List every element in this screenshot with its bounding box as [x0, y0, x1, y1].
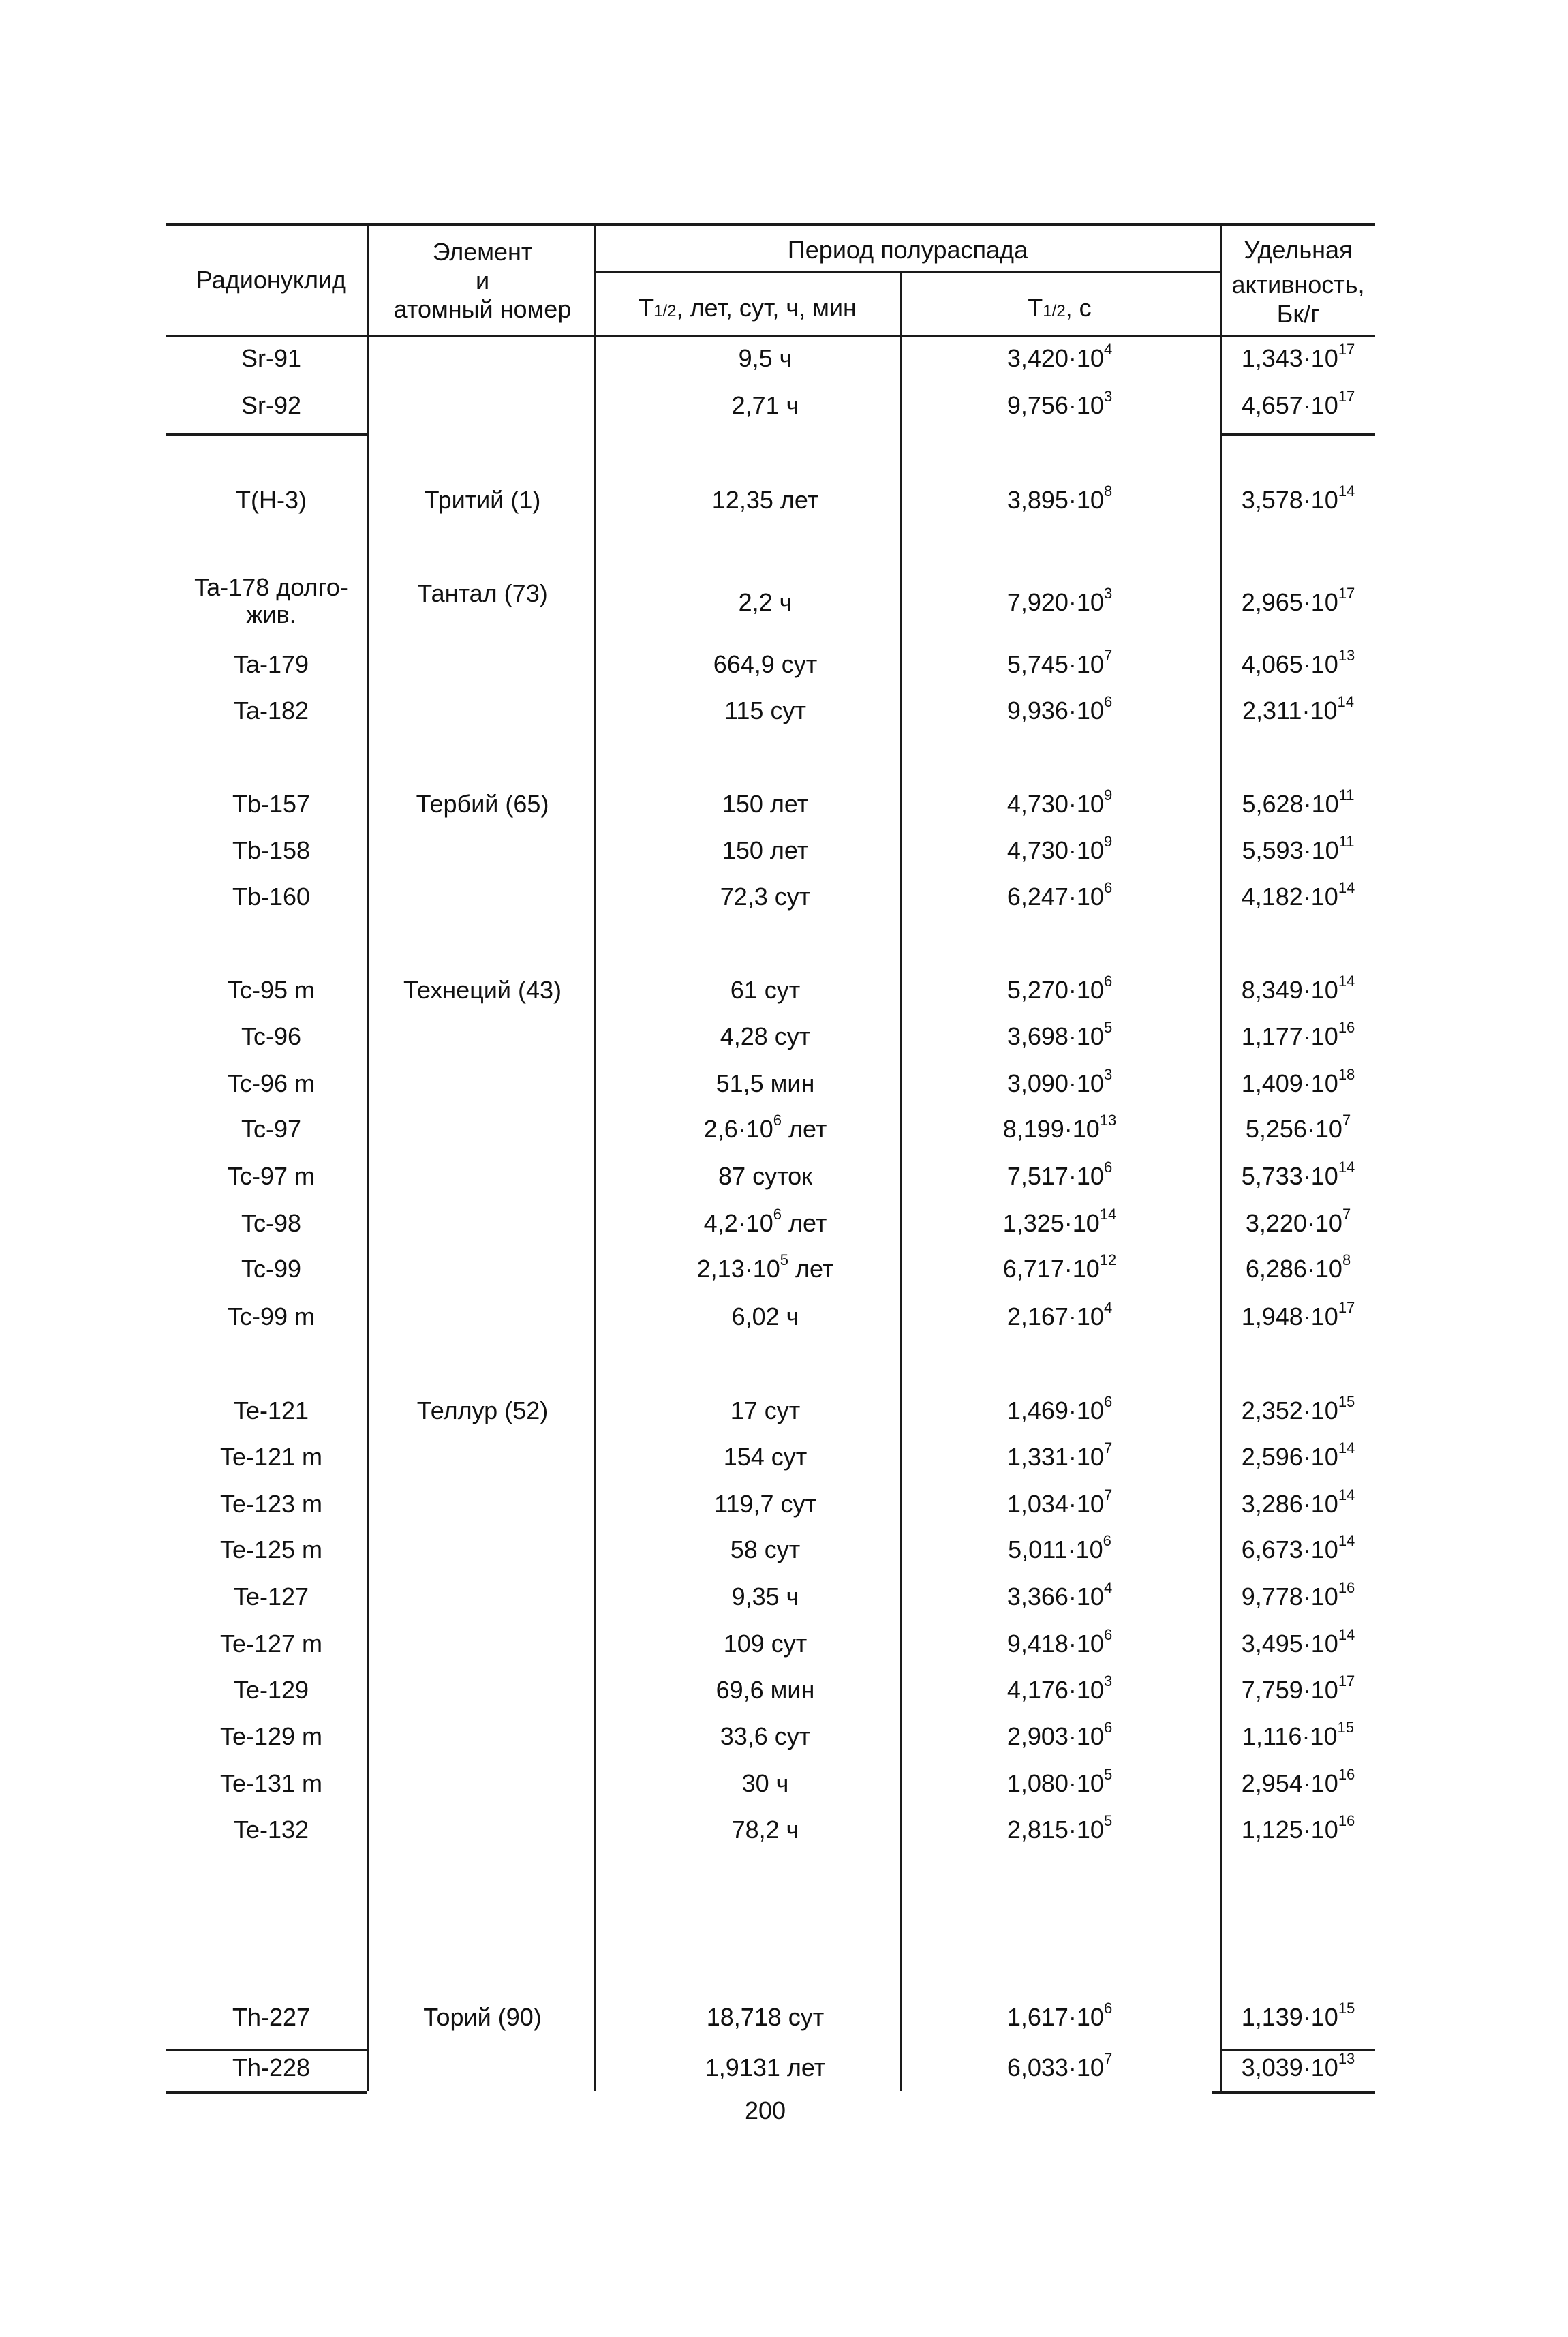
activity-cell-exponent: 17 [1338, 585, 1355, 602]
halflife-units-cell [731, 1397, 801, 1424]
nuclide-cell: Te-131 m [219, 1769, 323, 1797]
halflife-seconds-cell-exponent: 7 [1103, 1439, 1113, 1456]
halflife-units-cell-mantissa: 664,9 сут [713, 650, 818, 678]
halflife-seconds-cell [1006, 693, 1113, 724]
activity-cell-exponent: 16 [1338, 1019, 1355, 1036]
halflife-units-cell-exponent: 6 [773, 1206, 782, 1223]
activity-cell [1241, 388, 1355, 419]
halflife-units-cell-mantissa: 2,6·10 [703, 1115, 773, 1143]
activity-cell-mantissa: 6,286·10 [1245, 1255, 1342, 1283]
halflife-units-cell [722, 837, 808, 864]
halflife-seconds-cell [1006, 1626, 1113, 1658]
halflife-seconds-cell-exponent: 3 [1103, 585, 1113, 602]
activity-cell-exponent: 15 [1338, 1393, 1355, 1410]
halflife-seconds-cell [1002, 1206, 1117, 1237]
activity-cell-exponent: 16 [1338, 1579, 1355, 1596]
halflife-seconds-cell-exponent: 3 [1103, 388, 1113, 405]
element-cell: Тербий (65) [416, 790, 549, 818]
halflife-seconds-cell-mantissa: 8,199·10 [1002, 1115, 1100, 1143]
activity-cell [1242, 693, 1354, 724]
activity-cell [1241, 1812, 1355, 1844]
nuclide-cell: T(H-3) [236, 486, 307, 514]
halflife-units-cell-mantissa: 6,02 ч [731, 1302, 799, 1330]
activity-cell [1241, 1486, 1355, 1518]
activity-cell-exponent: 14 [1338, 483, 1355, 500]
col-divider-3 [900, 271, 902, 2091]
halflife-seconds-cell [1006, 833, 1113, 864]
halflife-seconds-cell-exponent: 14 [1099, 1206, 1117, 1223]
activity-cell [1241, 585, 1355, 616]
activity-cell-exponent: 14 [1338, 1532, 1355, 1549]
halflife-seconds-cell [1002, 1112, 1117, 1143]
nuclide-cell: Tb-158 [232, 836, 311, 864]
nuclide-cell: Te-127 [233, 1583, 309, 1610]
halflife-seconds-cell [1006, 1579, 1113, 1610]
activity-cell [1241, 1299, 1355, 1330]
activity-cell-exponent: 13 [1338, 647, 1355, 664]
header-activity-l1: Удельная [1244, 236, 1353, 264]
header-halflife-seconds: T1/2, с [1028, 294, 1092, 322]
activity-cell [1241, 1766, 1355, 1797]
halflife-units-cell-unit: лет [782, 1209, 827, 1237]
halflife-seconds-cell [1006, 1299, 1113, 1330]
halflife-units-cell [703, 1206, 827, 1237]
activity-cell [1241, 1439, 1355, 1471]
activity-cell-mantissa: 3,220·10 [1245, 1209, 1342, 1237]
activity-cell-mantissa: 2,954·10 [1241, 1769, 1338, 1797]
activity-cell [1241, 1393, 1355, 1424]
halflife-units-cell [724, 1630, 808, 1658]
halflife-seconds-cell [1006, 2000, 1113, 2031]
halflife-units-cell-mantissa: 51,5 мин [716, 1069, 815, 1097]
nuclide-cell: Tc-99 [241, 1255, 302, 1283]
halflife-units-cell-mantissa: 2,2 ч [738, 588, 793, 616]
activity-cell [1241, 483, 1355, 514]
halflife-seconds-cell-exponent: 9 [1103, 833, 1113, 850]
halflife-seconds-cell-mantissa: 4,730·10 [1006, 836, 1104, 864]
halflife-seconds-cell-mantissa: 3,895·10 [1006, 486, 1104, 514]
th227-rule-left [166, 2049, 367, 2051]
nuclide-cell: Sr-92 [241, 391, 302, 419]
nuclide-cell: Tc-99 m [227, 1302, 316, 1330]
activity-cell [1241, 1626, 1355, 1658]
halflife-seconds-cell [1006, 585, 1113, 616]
halflife-seconds-cell [1006, 647, 1113, 678]
halflife-units-cell-mantissa: 154 сут [723, 1443, 808, 1471]
halflife-seconds-cell-exponent: 7 [1103, 1486, 1113, 1503]
activity-cell-exponent: 18 [1338, 1066, 1355, 1083]
activity-cell-mantissa: 3,286·10 [1241, 1490, 1338, 1518]
halflife-units-cell-mantissa: 72,3 сут [720, 883, 811, 911]
halflife-seconds-cell-exponent: 5 [1103, 1019, 1113, 1036]
activity-cell-mantissa: 1,948·10 [1241, 1302, 1338, 1330]
element-cell: Тритий (1) [424, 486, 541, 514]
activity-cell [1241, 1066, 1355, 1097]
halflife-seconds-cell-mantissa: 4,730·10 [1006, 790, 1104, 818]
halflife-seconds-cell-mantissa: 6,247·10 [1006, 883, 1104, 911]
activity-cell-mantissa: 5,593·10 [1242, 836, 1339, 864]
activity-cell-exponent: 14 [1338, 1486, 1355, 1503]
halflife-seconds-cell-mantissa: 6,033·10 [1006, 2053, 1104, 2081]
activity-cell-mantissa: 5,256·10 [1245, 1115, 1342, 1143]
activity-cell-mantissa: 4,182·10 [1241, 883, 1338, 911]
header-element-l3: атомный номер [393, 295, 572, 323]
halflife-units-cell-mantissa: 150 лет [722, 790, 809, 818]
halflife-seconds-cell-exponent: 3 [1103, 1066, 1113, 1083]
element-cell: Тантал (73) [417, 579, 548, 607]
nuclide-cell: Te-121 m [219, 1443, 323, 1471]
halflife-seconds-cell-mantissa: 9,936·10 [1006, 697, 1104, 724]
halflife-units-cell-exponent: 6 [773, 1112, 782, 1129]
header-element-l2: и [475, 266, 490, 294]
halflife-seconds-cell [1006, 1439, 1113, 1471]
activity-cell-mantissa: 2,311·10 [1242, 697, 1338, 724]
activity-cell-exponent: 14 [1337, 693, 1354, 710]
activity-cell-mantissa: 9,778·10 [1241, 1583, 1338, 1610]
halflife-units-cell-mantissa: 150 лет [722, 836, 809, 864]
header-activity-l3: Бк/г [1276, 300, 1320, 328]
halflife-units-cell [714, 1491, 816, 1518]
halflife-seconds-cell-mantissa: 9,756·10 [1006, 391, 1104, 419]
halflife-seconds-cell-mantissa: 5,745·10 [1006, 650, 1104, 678]
activity-cell-mantissa: 2,352·10 [1241, 1396, 1338, 1424]
halflife-units-cell [724, 697, 806, 724]
halflife-header-rule [594, 271, 1220, 273]
halflife-units-cell-mantissa: 30 ч [741, 1769, 789, 1797]
halflife-seconds-cell [1006, 1486, 1113, 1518]
sr-group-rule-left [166, 433, 367, 436]
halflife-units-cell [712, 487, 818, 514]
halflife-seconds-cell-mantissa: 5,011·10 [1008, 1536, 1103, 1563]
activity-cell-mantissa: 5,628·10 [1242, 790, 1339, 818]
nuclide-cell: Te-129 [233, 1676, 309, 1704]
halflife-units-cell [707, 2004, 825, 2031]
nuclide-cell: Tc-95 m [227, 976, 316, 1004]
halflife-seconds-cell-mantissa: 1,617·10 [1006, 2003, 1104, 2031]
halflife-units-cell-mantissa: 119,7 сут [714, 1490, 816, 1518]
halflife-seconds-cell [1006, 1766, 1113, 1797]
activity-cell-mantissa: 3,039·10 [1241, 2053, 1338, 2081]
activity-cell-exponent: 14 [1338, 1439, 1355, 1456]
nuclide-cell: Te-132 [233, 1816, 309, 1844]
halflife-seconds-cell-mantissa: 3,366·10 [1006, 1583, 1104, 1610]
activity-cell-mantissa: 2,965·10 [1241, 588, 1338, 616]
halflife-seconds-cell [1006, 2050, 1113, 2081]
activity-cell [1245, 1251, 1351, 1283]
halflife-seconds-cell-mantissa: 1,331·10 [1006, 1443, 1104, 1471]
halflife-seconds-cell [1002, 1251, 1117, 1283]
nuclide-cell: Te-123 m [219, 1490, 323, 1518]
halflife-seconds-cell-exponent: 9 [1103, 786, 1113, 804]
activity-cell-exponent: 17 [1338, 1672, 1355, 1690]
table-top-rule [166, 223, 1375, 226]
nuclide-cell: Tc-98 [241, 1209, 302, 1237]
halflife-units-cell [739, 345, 793, 372]
halflife-seconds-cell-mantissa: 6,717·10 [1002, 1255, 1100, 1283]
activity-cell [1241, 2050, 1355, 2081]
halflife-units-cell [732, 1816, 799, 1844]
halflife-units-cell-exponent: 5 [780, 1251, 789, 1268]
halflife-seconds-cell [1006, 1719, 1113, 1750]
halflife-units-cell [732, 1303, 799, 1330]
activity-cell-mantissa: 1,343·10 [1241, 344, 1338, 372]
col-divider-2 [594, 223, 596, 2091]
activity-cell [1241, 1532, 1355, 1563]
halflife-seconds-cell-exponent: 12 [1099, 1251, 1117, 1268]
halflife-seconds-cell-exponent: 3 [1103, 1672, 1113, 1690]
halflife-seconds-cell [1006, 973, 1113, 1004]
halflife-units-cell [720, 1723, 811, 1750]
activity-cell [1241, 2000, 1355, 2031]
halflife-seconds-cell-exponent: 6 [1103, 1626, 1113, 1643]
halflife-units-cell [732, 392, 799, 419]
nuclide-cell: Tb-160 [232, 883, 311, 911]
halflife-units-cell-unit: лет [788, 1255, 834, 1283]
halflife-seconds-cell-exponent: 5 [1103, 1812, 1113, 1829]
nuclide-cell: Th-228 [232, 2053, 311, 2081]
halflife-units-cell [739, 589, 793, 616]
activity-cell-exponent: 7 [1342, 1112, 1351, 1129]
halflife-seconds-cell [1006, 1066, 1113, 1097]
halflife-units-cell-mantissa: 109 сут [723, 1630, 808, 1658]
activity-cell [1245, 1206, 1351, 1237]
activity-cell [1241, 1672, 1355, 1704]
halflife-seconds-cell-mantissa: 5,270·10 [1006, 976, 1104, 1004]
halflife-seconds-cell-mantissa: 1,469·10 [1006, 1396, 1104, 1424]
halflife-seconds-cell-exponent: 5 [1103, 1766, 1113, 1783]
halflife-units-cell [696, 1251, 834, 1283]
activity-cell-exponent: 13 [1338, 2050, 1355, 2067]
halflife-units-cell [720, 1023, 811, 1050]
halflife-seconds-cell-exponent: 7 [1103, 647, 1113, 664]
halflife-units-cell-mantissa: 87 суток [718, 1162, 812, 1190]
page-number: 200 [744, 2096, 786, 2124]
halflife-seconds-cell [1006, 1019, 1113, 1050]
activity-cell-exponent: 14 [1338, 973, 1355, 990]
halflife-units-cell-mantissa: 2,71 ч [731, 391, 799, 419]
halflife-seconds-cell-exponent: 6 [1103, 1719, 1113, 1736]
element-cell: Технеций (43) [403, 976, 562, 1004]
activity-cell [1241, 879, 1355, 911]
halflife-seconds-cell-exponent: 6 [1103, 2000, 1113, 2017]
halflife-seconds-cell [1006, 483, 1113, 514]
halflife-seconds-cell-mantissa: 1,080·10 [1006, 1769, 1104, 1797]
header-element-l1: Элемент [432, 238, 533, 266]
halflife-units-cell-mantissa: 61 сут [730, 976, 801, 1004]
halflife-units-cell [732, 1583, 799, 1610]
sr-group-rule-right [1220, 433, 1375, 436]
halflife-units-cell [722, 791, 808, 818]
activity-cell-exponent: 15 [1338, 2000, 1355, 2017]
nuclide-cell: Te-129 m [219, 1722, 323, 1750]
header-activity-l2: активность, [1231, 271, 1365, 299]
halflife-units-cell [731, 1536, 801, 1563]
halflife-units-cell-mantissa: 33,6 сут [720, 1722, 811, 1750]
halflife-seconds-cell [1006, 786, 1113, 818]
activity-cell [1241, 973, 1355, 1004]
halflife-units-cell-mantissa: 115 сут [724, 697, 806, 724]
table-bottom-rule-left [166, 2091, 367, 2094]
nuclide-cell: Tc-97 m [227, 1162, 316, 1190]
activity-cell-mantissa: 1,139·10 [1241, 2003, 1338, 2031]
halflife-seconds-cell [1006, 1672, 1113, 1704]
nuclide-cell: Tb-157 [232, 790, 311, 818]
activity-cell [1241, 1159, 1355, 1190]
halflife-seconds-cell-exponent: 4 [1103, 341, 1113, 358]
activity-cell-mantissa: 8,349·10 [1241, 976, 1338, 1004]
nuclide-cell: Tc-96 m [227, 1069, 316, 1097]
activity-cell-exponent: 16 [1338, 1812, 1355, 1829]
activity-cell-exponent: 11 [1338, 786, 1355, 804]
halflife-units-cell-unit: лет [782, 1115, 827, 1143]
activity-cell-exponent: 16 [1338, 1766, 1355, 1783]
nuclide-cell: Te-127 m [219, 1630, 323, 1658]
activity-cell [1241, 341, 1355, 372]
activity-cell [1241, 1579, 1355, 1610]
halflife-seconds-cell [1006, 1393, 1113, 1424]
halflife-units-cell [705, 2054, 825, 2081]
nuclide-cell: Te-125 m [219, 1536, 323, 1563]
halflife-seconds-cell-mantissa: 2,903·10 [1006, 1722, 1104, 1750]
activity-cell-mantissa: 2,596·10 [1241, 1443, 1338, 1471]
activity-cell-mantissa: 4,065·10 [1241, 650, 1338, 678]
halflife-seconds-cell-mantissa: 7,920·10 [1006, 588, 1104, 616]
activity-cell [1241, 647, 1355, 678]
header-halflife-group: Период полураспада [787, 236, 1028, 264]
activity-cell-mantissa: 3,495·10 [1241, 1630, 1338, 1658]
activity-cell-exponent: 17 [1338, 388, 1355, 405]
activity-cell-mantissa: 4,657·10 [1241, 391, 1338, 419]
halflife-units-cell [724, 1444, 808, 1471]
halflife-units-cell [720, 883, 811, 911]
halflife-seconds-cell [1006, 1159, 1113, 1190]
halflife-units-cell [716, 1070, 815, 1097]
halflife-seconds-cell-exponent: 6 [1103, 973, 1113, 990]
activity-cell [1242, 786, 1355, 818]
halflife-seconds-cell-exponent: 6 [1103, 1532, 1111, 1549]
halflife-units-cell [718, 1163, 812, 1190]
nuclide-cell: Ta-179 [233, 650, 309, 678]
halflife-seconds-cell [1006, 879, 1113, 911]
halflife-units-cell-mantissa: 9,35 ч [731, 1583, 799, 1610]
halflife-units-cell [713, 651, 818, 678]
nuclide-cell: Tc-97 [241, 1115, 302, 1143]
activity-cell [1242, 833, 1355, 864]
halflife-seconds-cell-mantissa: 7,517·10 [1006, 1162, 1104, 1190]
element-cell: Торий (90) [423, 2003, 542, 2031]
halflife-seconds-cell-mantissa: 3,090·10 [1006, 1069, 1104, 1097]
halflife-seconds-cell-exponent: 6 [1103, 1159, 1113, 1176]
halflife-seconds-cell-mantissa: 2,815·10 [1006, 1816, 1104, 1844]
col-divider-4 [1220, 223, 1222, 2091]
activity-cell-mantissa: 3,578·10 [1241, 486, 1338, 514]
table-bottom-rule-right [1212, 2091, 1375, 2094]
halflife-seconds-cell-mantissa: 1,034·10 [1006, 1490, 1104, 1518]
activity-cell-exponent: 14 [1338, 1626, 1355, 1643]
activity-cell-exponent: 15 [1337, 1719, 1354, 1736]
halflife-units-cell [716, 1677, 815, 1704]
activity-cell-exponent: 14 [1338, 879, 1355, 896]
halflife-seconds-cell-exponent: 13 [1099, 1112, 1117, 1129]
halflife-seconds-cell-exponent: 6 [1103, 1393, 1113, 1410]
halflife-units-cell-mantissa: 4,2·10 [703, 1209, 773, 1237]
halflife-units-cell [742, 1770, 789, 1797]
halflife-units-cell [731, 977, 801, 1004]
nuclide-cell: Te-121 [233, 1396, 309, 1424]
halflife-seconds-cell-exponent: 6 [1103, 879, 1113, 896]
halflife-seconds-cell-mantissa: 3,698·10 [1006, 1022, 1104, 1050]
halflife-seconds-cell-exponent: 8 [1103, 483, 1113, 500]
halflife-seconds-cell-mantissa: 4,176·10 [1006, 1676, 1104, 1704]
halflife-units-cell-mantissa: 69,6 мин [716, 1676, 815, 1704]
header-bottom-rule [166, 335, 1375, 337]
activity-cell-exponent: 17 [1338, 341, 1355, 358]
halflife-seconds-cell-exponent: 6 [1103, 693, 1113, 710]
activity-cell-mantissa: 7,759·10 [1241, 1676, 1338, 1704]
nuclide-cell-line2: жив. [246, 600, 296, 628]
activity-cell [1242, 1719, 1354, 1750]
activity-cell [1245, 1112, 1351, 1143]
header-radionuclide: Радионуклид [196, 266, 347, 294]
element-cell: Теллур (52) [416, 1396, 549, 1424]
activity-cell-exponent: 7 [1342, 1206, 1351, 1223]
activity-cell-mantissa: 6,673·10 [1241, 1536, 1338, 1563]
activity-cell-mantissa: 1,177·10 [1241, 1022, 1338, 1050]
header-halflife-units: T1/2, лет, сут, ч, мин [639, 294, 857, 322]
activity-cell-mantissa: 1,116·10 [1242, 1722, 1338, 1750]
halflife-units-cell-mantissa: 78,2 ч [731, 1816, 799, 1844]
halflife-seconds-cell [1006, 341, 1113, 372]
halflife-seconds-cell-exponent: 4 [1103, 1299, 1113, 1316]
halflife-units-cell-mantissa: 12,35 лет [711, 486, 819, 514]
halflife-units-cell-mantissa: 17 сут [730, 1396, 801, 1424]
nuclide-cell: Ta-178 долго- [194, 573, 348, 601]
activity-cell-mantissa: 1,409·10 [1241, 1069, 1338, 1097]
activity-cell-exponent: 11 [1338, 833, 1355, 850]
halflife-units-cell-mantissa: 18,718 сут [706, 2003, 825, 2031]
halflife-units-cell-mantissa: 58 сут [730, 1536, 801, 1563]
activity-cell-mantissa: 5,733·10 [1241, 1162, 1338, 1190]
col-divider-1 [367, 223, 369, 2091]
halflife-seconds-cell [1006, 1812, 1113, 1844]
halflife-units-cell-mantissa: 4,28 сут [720, 1022, 811, 1050]
halflife-seconds-cell [1006, 388, 1113, 419]
nuclide-cell: Sr-91 [241, 344, 302, 372]
activity-cell-exponent: 14 [1338, 1159, 1355, 1176]
halflife-units-cell [703, 1112, 827, 1143]
halflife-seconds-cell [1008, 1532, 1111, 1563]
activity-cell-exponent: 8 [1342, 1251, 1351, 1268]
nuclide-cell: Ta-182 [233, 697, 309, 724]
halflife-seconds-cell-exponent: 7 [1103, 2050, 1113, 2067]
halflife-units-cell-mantissa: 2,13·10 [696, 1255, 780, 1283]
activity-cell-mantissa: 1,125·10 [1241, 1816, 1338, 1844]
nuclide-cell: Th-227 [232, 2003, 311, 2031]
halflife-seconds-cell-mantissa: 1,325·10 [1002, 1209, 1100, 1237]
activity-cell [1241, 1019, 1355, 1050]
halflife-units-cell-mantissa: 1,9131 лет [705, 2053, 826, 2081]
halflife-seconds-cell-mantissa: 3,420·10 [1006, 344, 1104, 372]
halflife-seconds-cell-mantissa: 2,167·10 [1006, 1302, 1104, 1330]
halflife-seconds-cell-exponent: 4 [1103, 1579, 1113, 1596]
halflife-units-cell-mantissa: 9,5 ч [738, 344, 793, 372]
halflife-seconds-cell-mantissa: 9,418·10 [1006, 1630, 1104, 1658]
activity-cell-exponent: 17 [1338, 1299, 1355, 1316]
nuclide-cell: Tc-96 [241, 1022, 302, 1050]
